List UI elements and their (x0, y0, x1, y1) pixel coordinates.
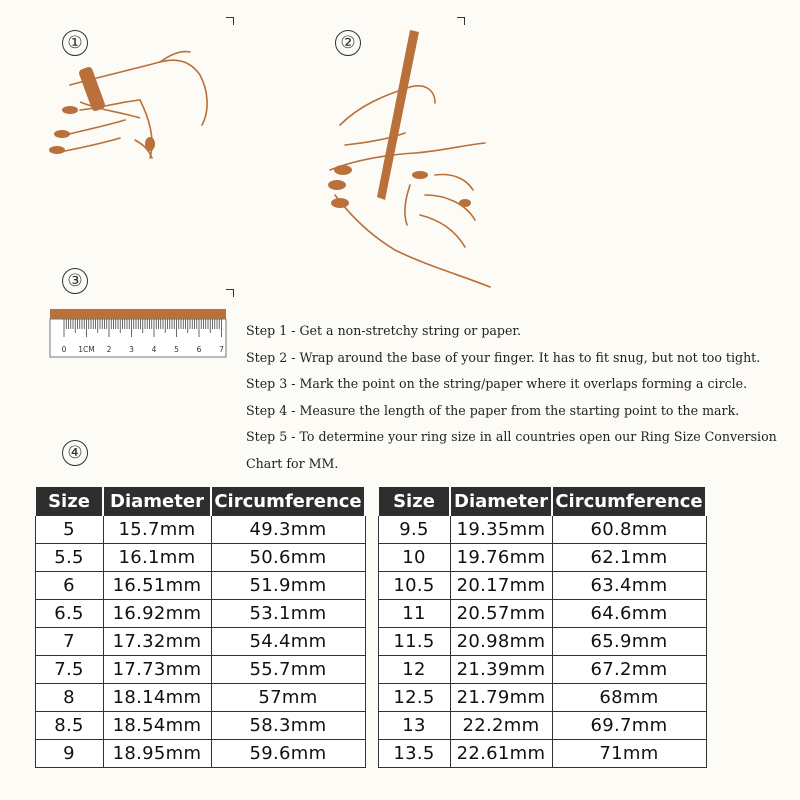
size-cell: 6.5 (35, 600, 103, 628)
diameter-cell: 15.7mm (103, 516, 211, 544)
size-cell: 7 (35, 628, 103, 656)
table-row (35, 684, 365, 712)
circumference-cell: 60.8mm (552, 516, 706, 544)
table-row (378, 712, 706, 740)
circumference-cell: 68mm (552, 684, 706, 712)
diameter-cell: 16.92mm (103, 600, 211, 628)
size-cell: 5 (35, 516, 103, 544)
step-4-marker: ④ (62, 440, 88, 466)
circumference-cell: 64.6mm (552, 600, 706, 628)
ruler-illustration (48, 307, 228, 359)
circumference-cell: 63.4mm (552, 572, 706, 600)
diameter-header: Diameter (103, 487, 211, 516)
diameter-cell: 18.14mm (103, 684, 211, 712)
hands-marking-pen-illustration (315, 25, 515, 295)
step-2-marker: ② (335, 30, 361, 56)
step-line: Step 5 - To determine your ring size in all countries open our Ring Size Conversion (246, 429, 777, 444)
size-cell: 12.5 (378, 684, 450, 712)
size-cell: 5.5 (35, 544, 103, 572)
table-row (378, 544, 706, 572)
table-row (35, 544, 365, 572)
circumference-cell: 67.2mm (552, 656, 706, 684)
diameter-cell: 18.95mm (103, 740, 211, 768)
table-row (378, 740, 706, 768)
table-row (35, 656, 365, 684)
diameter-cell: 20.98mm (450, 628, 552, 656)
table-row (378, 572, 706, 600)
size-cell: 13.5 (378, 740, 450, 768)
size-cell: 8.5 (35, 712, 103, 740)
circumference-cell: 58.3mm (211, 712, 365, 740)
circumference-header: Circumference (211, 487, 365, 516)
size-cell: 9.5 (378, 516, 450, 544)
corner-mark (457, 17, 465, 25)
size-header: Size (378, 487, 450, 516)
table-row (35, 600, 365, 628)
step-line: Step 1 - Get a non-stretchy string or paper. (246, 323, 522, 338)
ruler-label: 3 (129, 345, 134, 354)
size-cell: 11.5 (378, 628, 450, 656)
diameter-cell: 16.51mm (103, 572, 211, 600)
step-line: Step 2 - Wrap around the base of your finger. It has to fit snug, but not too tight. (246, 349, 761, 365)
circumference-cell: 69.7mm (552, 712, 706, 740)
step-line: Step 3 - Mark the point on the string/paper where it overlaps forming a circle. (246, 376, 748, 391)
ruler-label: 0 (61, 345, 67, 354)
diameter-header: Diameter (450, 487, 552, 516)
table-row (35, 740, 365, 768)
ruler-label: 6 (196, 345, 202, 354)
circumference-cell: 62.1mm (552, 544, 706, 572)
circumference-header: Circumference (552, 487, 706, 516)
size-cell: 8 (35, 684, 103, 712)
size-cell: 12 (378, 656, 450, 684)
hand-wrap-string-illustration (40, 40, 230, 170)
diameter-cell: 17.32mm (103, 628, 211, 656)
size-cell: 6 (35, 572, 103, 600)
step-line: Chart for MM. (246, 455, 339, 471)
size-cell: 7.5 (35, 656, 103, 684)
diameter-cell: 16.1mm (103, 544, 211, 572)
corner-mark (226, 17, 234, 25)
circumference-cell: 51.9mm (211, 572, 365, 600)
size-header: Size (35, 487, 103, 516)
step-1-marker: ① (62, 30, 88, 56)
circumference-cell: 53.1mm (211, 600, 365, 628)
diameter-cell: 21.39mm (450, 656, 552, 684)
ring-size-table-right (377, 487, 707, 768)
table-row (378, 600, 706, 628)
table-row (35, 516, 365, 544)
size-cell: 11 (378, 600, 450, 628)
table-row (378, 628, 706, 656)
circumference-cell: 50.6mm (211, 544, 365, 572)
ruler-label: 7 (219, 345, 224, 354)
ruler-label: 1CM (78, 345, 95, 354)
table-row (35, 572, 365, 600)
ring-size-table-left (34, 487, 366, 768)
ruler-label: 5 (174, 345, 179, 354)
size-cell: 10 (378, 544, 450, 572)
instruction-steps (246, 318, 786, 477)
table-row (378, 656, 706, 684)
table-row (35, 628, 365, 656)
circumference-cell: 65.9mm (552, 628, 706, 656)
size-cell: 13 (378, 712, 450, 740)
table-row (378, 516, 706, 544)
diameter-cell: 22.2mm (450, 712, 552, 740)
ruler-label: 2 (106, 345, 112, 354)
diameter-cell: 20.17mm (450, 572, 552, 600)
step-3-marker: ③ (62, 268, 88, 294)
table-row (378, 684, 706, 712)
table-row (35, 712, 365, 740)
diameter-cell: 17.73mm (103, 656, 211, 684)
size-cell: 9 (35, 740, 103, 768)
size-cell: 10.5 (378, 572, 450, 600)
diameter-cell: 22.61mm (450, 740, 552, 768)
circumference-cell: 71mm (552, 740, 706, 768)
circumference-cell: 55.7mm (211, 656, 365, 684)
diameter-cell: 20.57mm (450, 600, 552, 628)
circumference-cell: 49.3mm (211, 516, 365, 544)
circumference-cell: 54.4mm (211, 628, 365, 656)
circumference-cell: 57mm (211, 684, 365, 712)
ruler-label: 4 (151, 345, 157, 354)
diameter-cell: 21.79mm (450, 684, 552, 712)
circumference-cell: 59.6mm (211, 740, 365, 768)
diameter-cell: 19.35mm (450, 516, 552, 544)
diameter-cell: 18.54mm (103, 712, 211, 740)
diameter-cell: 19.76mm (450, 544, 552, 572)
step-line: Step 4 - Measure the length of the paper from the starting point to the mark. (246, 402, 740, 418)
corner-mark (226, 289, 234, 297)
